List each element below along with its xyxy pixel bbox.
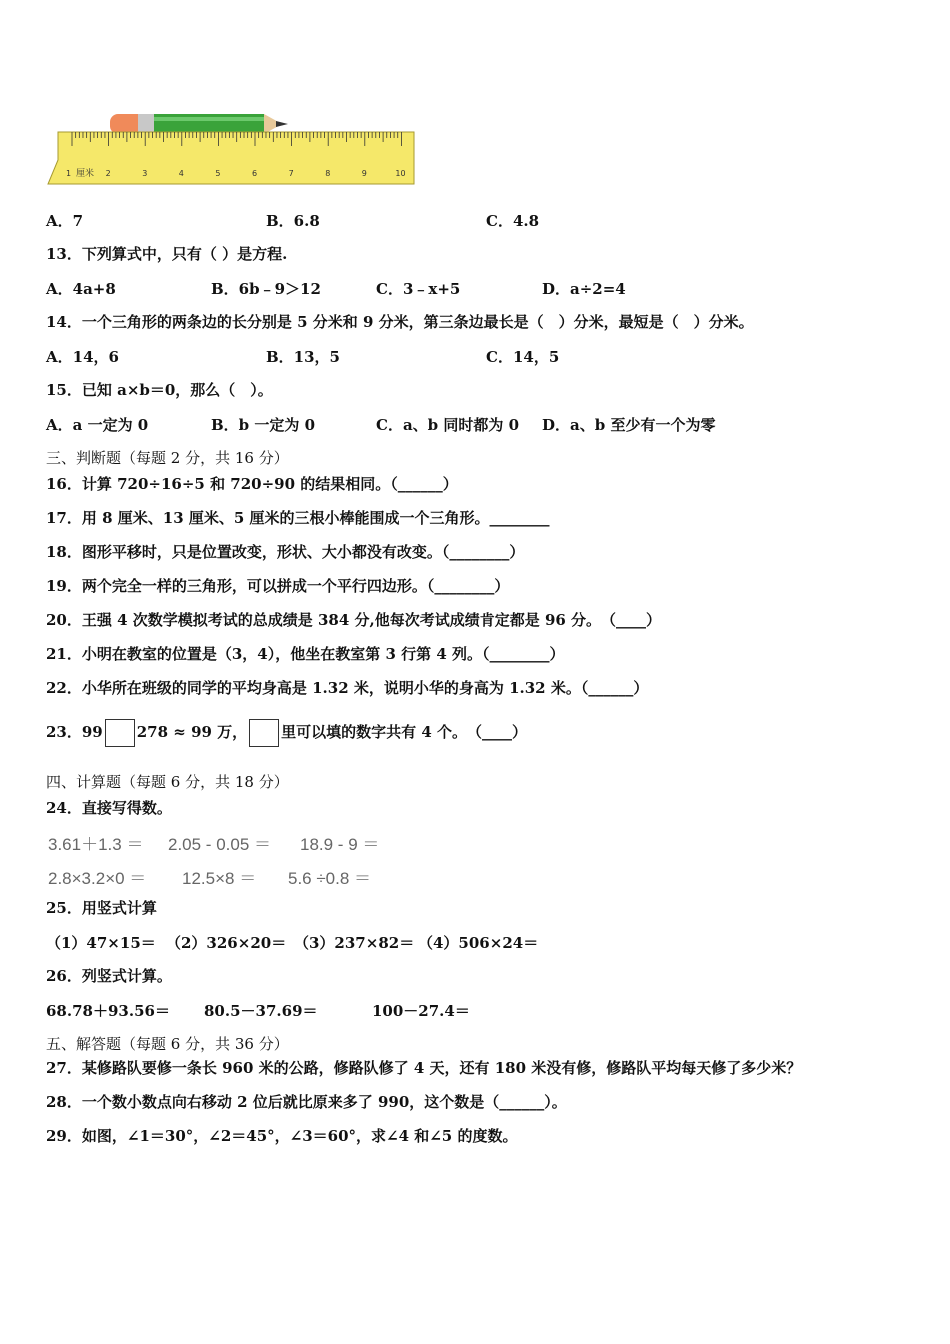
ruler-tick-label: 10: [395, 169, 406, 178]
q23-part-2: 278 ≈ 99 万，: [136, 723, 248, 741]
q24-calc-2: 2.05 - 0.05 ＝: [168, 835, 272, 854]
q16-text: 16．计算 720÷16÷5 和 720÷90 的结果相同。（______）: [46, 475, 458, 493]
q24-calc-6: 5.6 ÷0.8 ＝: [288, 869, 372, 888]
q13-option-a[interactable]: A．4a+8: [46, 280, 116, 298]
q13-option-c[interactable]: C．3﹣x+5: [376, 280, 461, 298]
q22-text: 22．小华所在班级的同学的平均身高是 1.32 米，说明小华的身高为 1.32 米。（______）: [46, 679, 649, 697]
pencil-icon: [110, 114, 288, 134]
q25-item-4: （4）506×24＝: [418, 934, 539, 952]
q24-calc-3: 18.9 - 9 ＝: [300, 835, 380, 854]
q23-part-1: 23．99: [46, 723, 103, 741]
ruler-tick-label: 7: [288, 169, 294, 178]
q23-line: [46, 716, 527, 748]
q12-option-c[interactable]: C．4.8: [486, 212, 540, 230]
ruler: [48, 132, 414, 184]
q26-item-3: 100－27.4＝: [372, 1002, 470, 1020]
q23-part-3: 里可以填的数字共有 4 个。 （____）: [281, 723, 528, 741]
ruler-tick-label: 3: [142, 169, 148, 178]
q26-item-2: 80.5－37.69＝: [204, 1002, 318, 1020]
q23-answer-box-2[interactable]: [249, 719, 279, 747]
ruler-tick-label: 8: [325, 169, 331, 178]
ruler-tick-label: 4: [178, 169, 184, 178]
q12-option-b[interactable]: B．6.8: [266, 212, 320, 230]
q24-calc-5: 12.5×8 ＝: [182, 869, 257, 888]
q28-text: 28．一个数小数点向右移动 2 位后就比原来多了 990，这个数是（______）。: [46, 1093, 567, 1111]
q21-text: 21．小明在教室的位置是（3，4），他坐在教室第 3 行第 4 列。（________）: [46, 645, 565, 663]
section-4-heading: 四、计算题（每题 6 分，共 18 分）: [46, 773, 289, 791]
ruler-tick-label: 9: [361, 169, 367, 178]
ruler-unit-label: 厘米: [76, 169, 95, 179]
q14-option-b[interactable]: B．13，5: [266, 348, 340, 366]
pencil-ruler-figure: [46, 108, 418, 186]
q25-item-1: （1）47×15＝: [46, 934, 156, 952]
q26-text: 26．列竖式计算。: [46, 967, 172, 985]
q14-option-c[interactable]: C．14，5: [486, 348, 560, 366]
q19-text: 19．两个完全一样的三角形，可以拼成一个平行四边形。（________）: [46, 577, 510, 595]
q24-text: 24．直接写得数。: [46, 799, 172, 817]
q15-option-d[interactable]: D．a、b 至少有一个为零: [542, 416, 716, 434]
q25-text: 25．用竖式计算: [46, 899, 157, 917]
q12-option-a[interactable]: A．7: [46, 212, 84, 230]
q15-text: 15．已知 a×b＝0，那么（ ）。: [46, 381, 273, 399]
q29-text: 29．如图，∠1＝30°，∠2＝45°，∠3＝60°，求∠4 和∠5 的度数。: [46, 1127, 518, 1145]
q15-option-b[interactable]: B．b 一定为 0: [211, 416, 316, 434]
q13-option-b[interactable]: B．6b﹣9＞12: [211, 280, 321, 298]
q15-option-a[interactable]: A．a 一定为 0: [46, 416, 149, 434]
section-3-heading: 三、判断题（每题 2 分，共 16 分）: [46, 449, 289, 467]
q20-text: 20．王强 4 次数学模拟考试的总成绩是 384 分,他每次考试成绩肯定都是 96 分。 （____）: [46, 611, 662, 629]
section-5-heading: 五、解答题（每题 6 分，共 36 分）: [46, 1035, 289, 1053]
q14-option-a[interactable]: A．14，6: [46, 348, 119, 366]
q27-text: 27．某修路队要修一条长 960 米的公路，修路队修了 4 天，还有 180 米没有修，修路队平均每天修了多少米？: [46, 1059, 802, 1077]
q24-calc-4: 2.8×3.2×0 ＝: [48, 869, 147, 888]
ruler-tick-label: 6: [252, 169, 258, 178]
q14-text: 14．一个三角形的两条边的长分别是 5 分米和 9 分米，第三条边最长是（ ）分米，最短是（ ）分米。: [46, 313, 754, 331]
q25-item-2: （2）326×20＝: [166, 934, 287, 952]
q15-option-c[interactable]: C．a、b 同时都为 0: [376, 416, 520, 434]
ruler-tick-label: 2: [105, 169, 111, 178]
q23-answer-box-1[interactable]: [105, 719, 135, 747]
q13-option-d[interactable]: D．a÷2=4: [542, 280, 626, 298]
q17-text: 17．用 8 厘米、13 厘米、5 厘米的三根小棒能围成一个三角形。________: [46, 509, 550, 527]
ruler-tick-label: 1: [66, 169, 72, 178]
q25-item-3: （3）237×82＝: [294, 934, 415, 952]
q26-item-1: 68.78＋93.56＝: [46, 1002, 170, 1020]
ruler-tick-label: 5: [215, 169, 221, 178]
q13-text: 13．下列算式中，只有（ ）是方程.: [46, 245, 288, 263]
q24-calc-1: 3.61＋1.3 ＝: [48, 835, 144, 854]
q18-text: 18．图形平移时，只是位置改变，形状、大小都没有改变。（________）: [46, 543, 525, 561]
